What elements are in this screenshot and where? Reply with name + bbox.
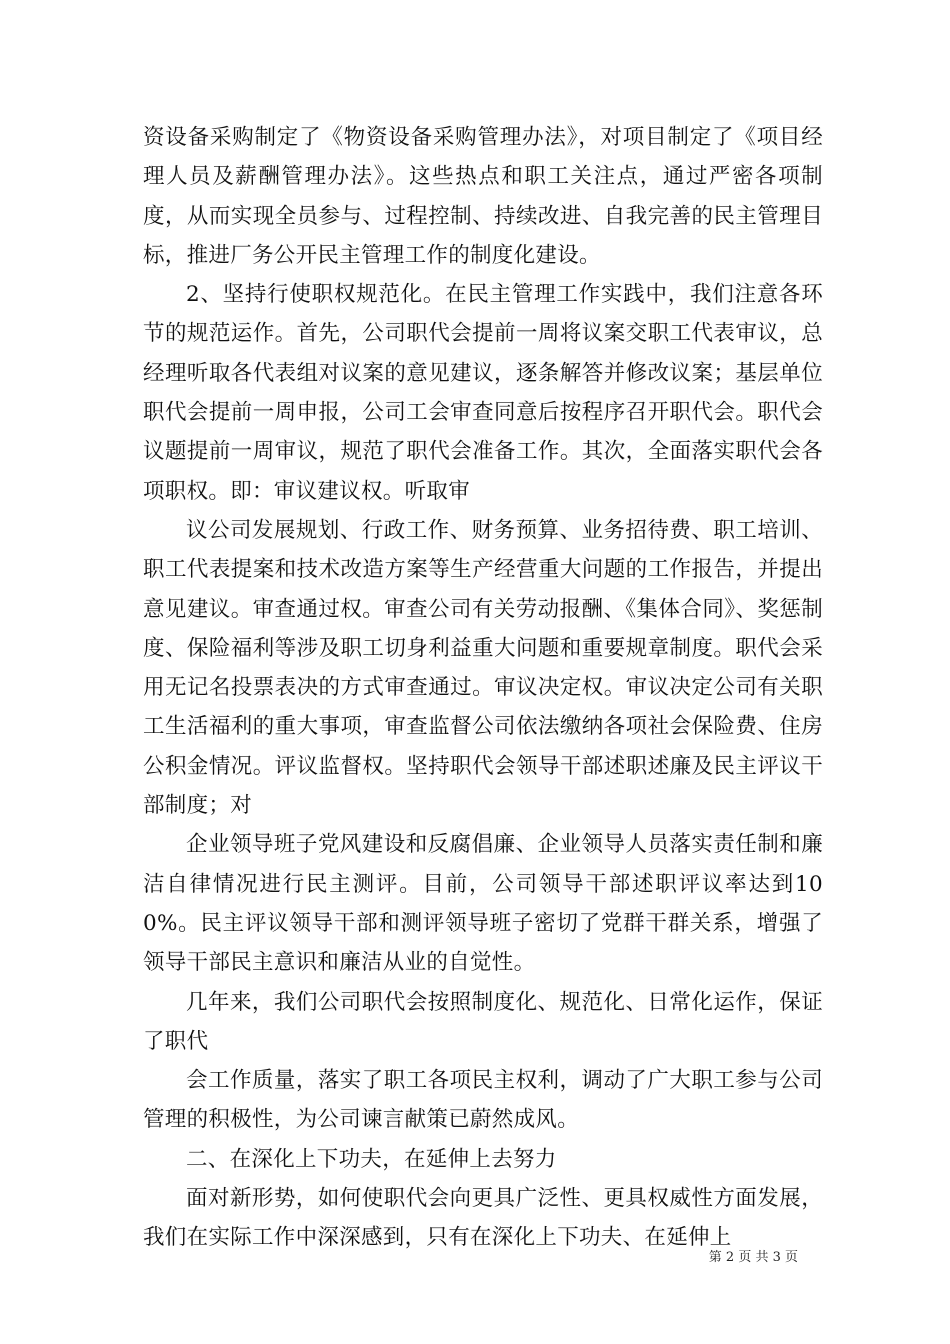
paragraph-4: 企业领导班子党风建设和反腐倡廉、企业领导人员落实责任制和廉洁自律情况进行民主测评。目前，公司领导干部述职评议率达到100%。民主评议领导干部和测评领导班子密切了党群干群关系，增强了领导干部民主意识和廉洁从业的自觉性。	[143, 832, 823, 976]
page-number-footer	[709, 1250, 798, 1266]
paragraph-2: 2、坚持行使职权规范化。在民主管理工作实践中，我们注意各环节的规范运作。首先，公司职代会提前一周将议案交职工代表审议，总经理听取各代表组对议案的意见建议，逐条解答并修改议案；基层单位职代会提前一周申报，公司工会审查同意后按程序召开职代会。职代会议题提前一周审议，规范了职代会准备工作。其次，全面落实职代会各项职权。即：审议建议权。听取审	[143, 282, 823, 504]
paragraph-5: 几年来，我们公司职代会按照制度化、规范化、日常化运作，保证了职代	[143, 989, 823, 1054]
document-body	[143, 118, 823, 1258]
paragraph-6: 会工作质量，落实了职工各项民主权利，调动了广大职工参与公司管理的积极性，为公司谏言献策已蔚然成风。	[143, 1068, 823, 1133]
section-heading: 二、在深化上下功夫，在延伸上去努力	[186, 1146, 557, 1172]
paragraph-8: 面对新形势，如何使职代会向更具广泛性、更具权威性方面发展，我们在实际工作中深深感到，只有在深化上下功夫、在延伸上	[143, 1186, 823, 1251]
page-number-label: 第 2 页 共 3 页	[708, 1250, 798, 1265]
paragraph-3: 议公司发展规划、行政工作、财务预算、业务招待费、职工培训、职工代表提案和技术改造方案等生产经营重大问题的工作报告，并提出意见建议。审查通过权。审查公司有关劳动报酬、《集体合同》、奖惩制度、保险福利等涉及职工切身利益重大问题和重要规章制度。职代会采用无记名投票表决的方式审查通过。审议决定权。审议决定公司有关职工生活福利的重大事项，审查监督公司依法缴纳各项社会保险费、住房公积金情况。评议监督权。坚持职代会领导干部述职述廉及民主评议干部制度；对	[143, 517, 823, 819]
paragraph-1: 资设备采购制定了《物资设备采购管理办法》，对项目制定了《项目经理人员及薪酬管理办法》。这些热点和职工关注点，通过严密各项制度，从而实现全员参与、过程控制、持续改进、自我完善的民主管理目标，推进厂务公开民主管理工作的制度化建设。	[143, 125, 823, 268]
